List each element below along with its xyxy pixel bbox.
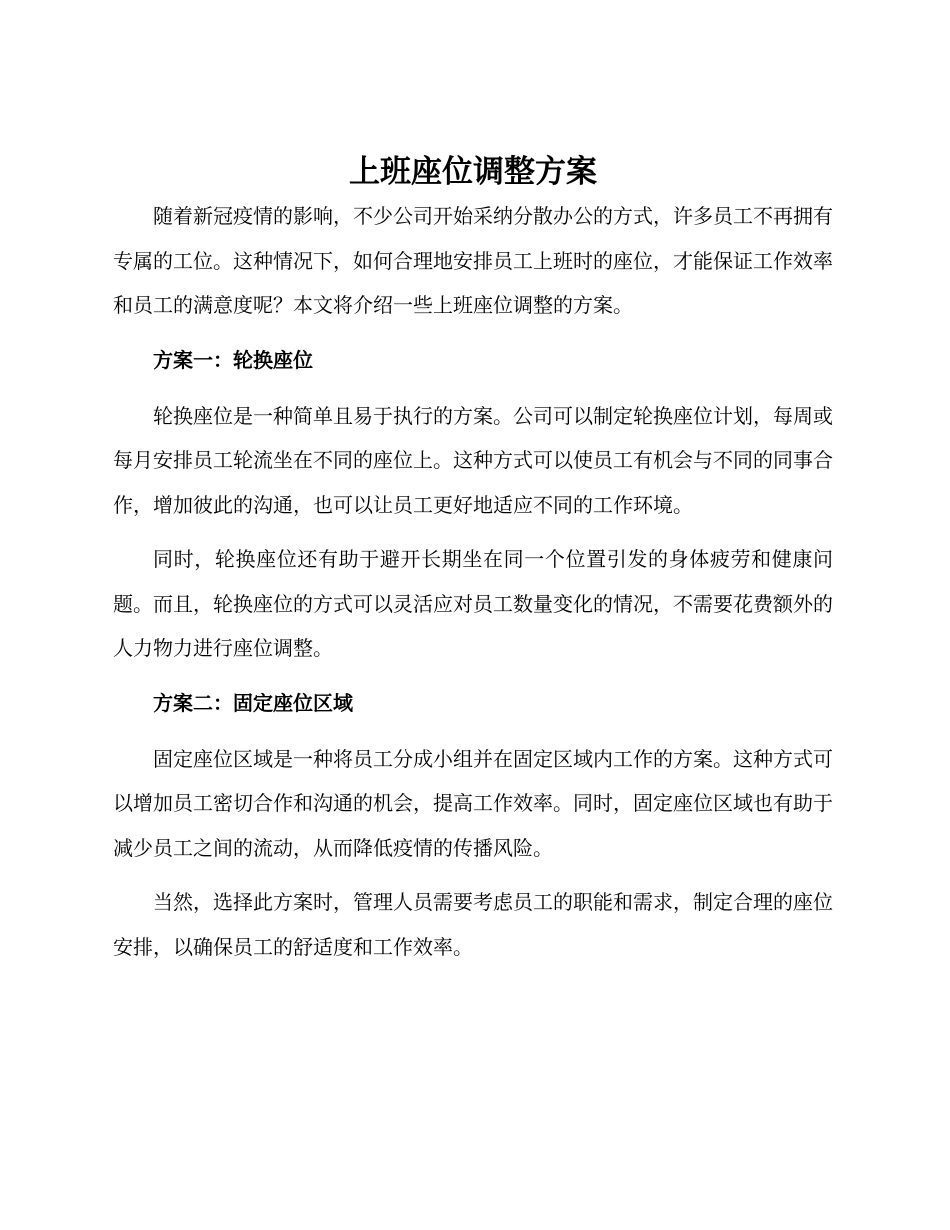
- section-1-paragraph-2: 同时，轮换座位还有助于避开长期坐在同一个位置引发的身体疲劳和健康问题。而且，轮换座位的方式可以灵活应对员工数量变化的情况，不需要花费额外的人力物力进行座位调整。: [113, 547, 833, 660]
- document-title: 上班座位调整方案: [349, 154, 597, 190]
- section-2-paragraph-1: 固定座位区域是一种将员工分成小组并在固定区域内工作的方案。这种方式可以增加员工密切合作和沟通的机会，提高工作效率。同时，固定座位区域也有助于减少员工之间的流动，从而降低疫情的传播风险。: [113, 746, 833, 860]
- intro-paragraph: 随着新冠疫情的影响，不少公司开始采纳分散办公的方式，许多员工不再拥有专属的工位。这种情况下，如何合理地安排员工上班时的座位，才能保证工作效率和员工的满意度呢？本文将介绍一些上班座位调整的方案。: [113, 204, 833, 317]
- section-2-paragraph-2: 当然，选择此方案时，管理人员需要考虑员工的职能和需求，制定合理的座位安排，以确保员工的舒适度和工作效率。: [113, 890, 833, 959]
- section-1-paragraph-1: 轮换座位是一种简单且易于执行的方案。公司可以制定轮换座位计划，每周或每月安排员工轮流坐在不同的座位上。这种方式可以使员工有机会与不同的同事合作，增加彼此的沟通，也可以让员工更好地适应不同的工作环境。: [113, 403, 833, 517]
- document-page: [113, 150, 833, 969]
- section-2-heading: 方案二：固定座位区域: [153, 690, 353, 715]
- section-1-heading: 方案一：轮换座位: [153, 347, 313, 372]
